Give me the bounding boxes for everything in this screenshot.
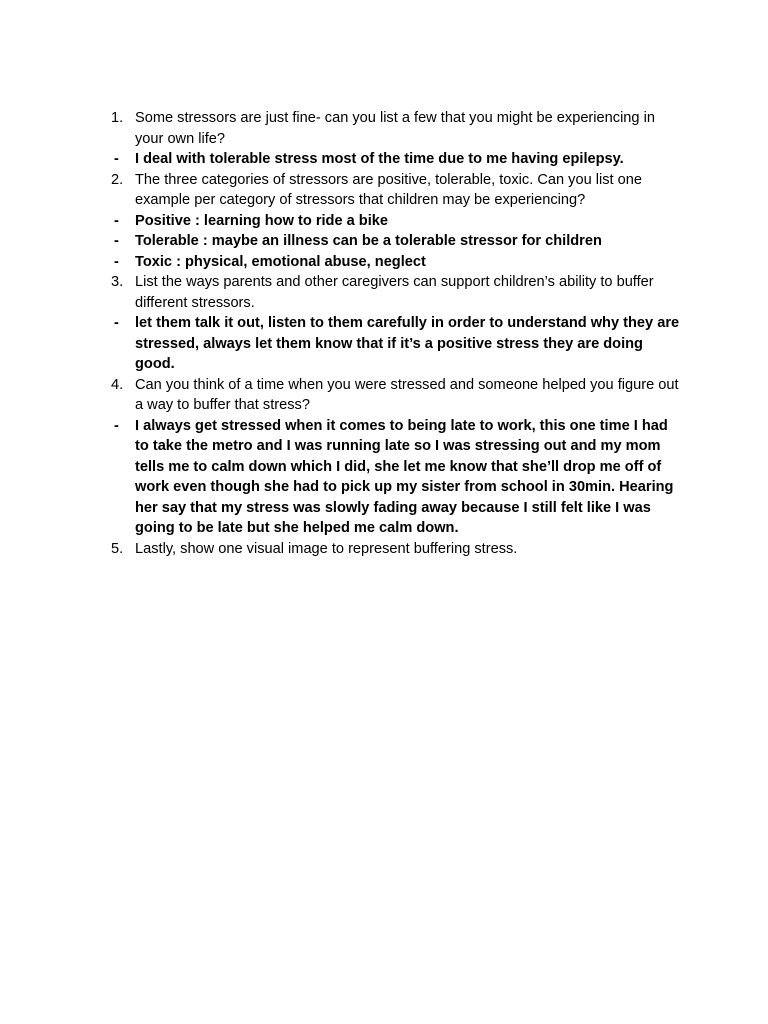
list-number: 2.: [111, 171, 124, 188]
answer-2-tolerable: [111, 231, 681, 252]
question-5: [111, 539, 681, 560]
list-dash: -: [114, 233, 119, 249]
answer-3: [111, 313, 681, 375]
answer-text: Tolerable : maybe an illness can be a tolerable stressor for children: [135, 233, 602, 249]
question-3: [111, 272, 681, 313]
question-text: The three categories of stressors are positive, tolerable, toxic. Can you list one example per category of stressors that children may be experiencing?: [135, 171, 642, 208]
question-1: [111, 108, 681, 149]
question-text: Lastly, show one visual image to represent buffering stress.: [135, 540, 518, 557]
list-dash: -: [114, 315, 119, 331]
answer-text: I deal with tolerable stress most of the time due to me having epilepsy.: [135, 151, 624, 167]
list-dash: -: [114, 151, 119, 167]
question-text: List the ways parents and other caregivers can support children’s ability to buffer different stressors.: [135, 274, 654, 311]
question-4: [111, 375, 681, 416]
answer-text: let them talk it out, listen to them carefully in order to understand why they are stressed, always let them know that if it’s a positive stress they are doing good.: [135, 315, 680, 372]
answer-2-positive: [111, 211, 681, 232]
answer-text: Positive : learning how to ride a bike: [135, 212, 389, 229]
answer-4: [111, 416, 681, 539]
list-number: 1.: [111, 110, 124, 126]
list-dash: -: [114, 253, 119, 270]
question-text: Can you think of a time when you were stressed and someone helped you figure out a way to buffer that stress?: [135, 376, 679, 413]
question-text: Some stressors are just fine- can you list a few that you might be experiencing in your own life?: [135, 110, 655, 147]
answer-text: I always get stressed when it comes to being late to work, this one time I had to take the metro and I was running late so I was stressing out and my mom tells me to calm down which I did, she let me know that she’ll drop me off of work even though she had to pick up my sister from school in 30min. Hearing her say that my stress was slowly fading away because I still felt like I was going to be late but she helped me calm down.: [135, 417, 674, 536]
answer-text: Toxic : physical, emotional abuse, neglect: [135, 253, 426, 270]
answer-2-toxic: [111, 252, 681, 273]
list-number: 4.: [111, 376, 124, 393]
question-2: [111, 170, 681, 211]
worksheet-list: [111, 108, 681, 559]
list-dash: -: [114, 417, 119, 434]
list-dash: -: [114, 212, 119, 229]
list-number: 3.: [111, 274, 124, 290]
answer-1: [111, 149, 681, 170]
list-number: 5.: [111, 540, 124, 557]
